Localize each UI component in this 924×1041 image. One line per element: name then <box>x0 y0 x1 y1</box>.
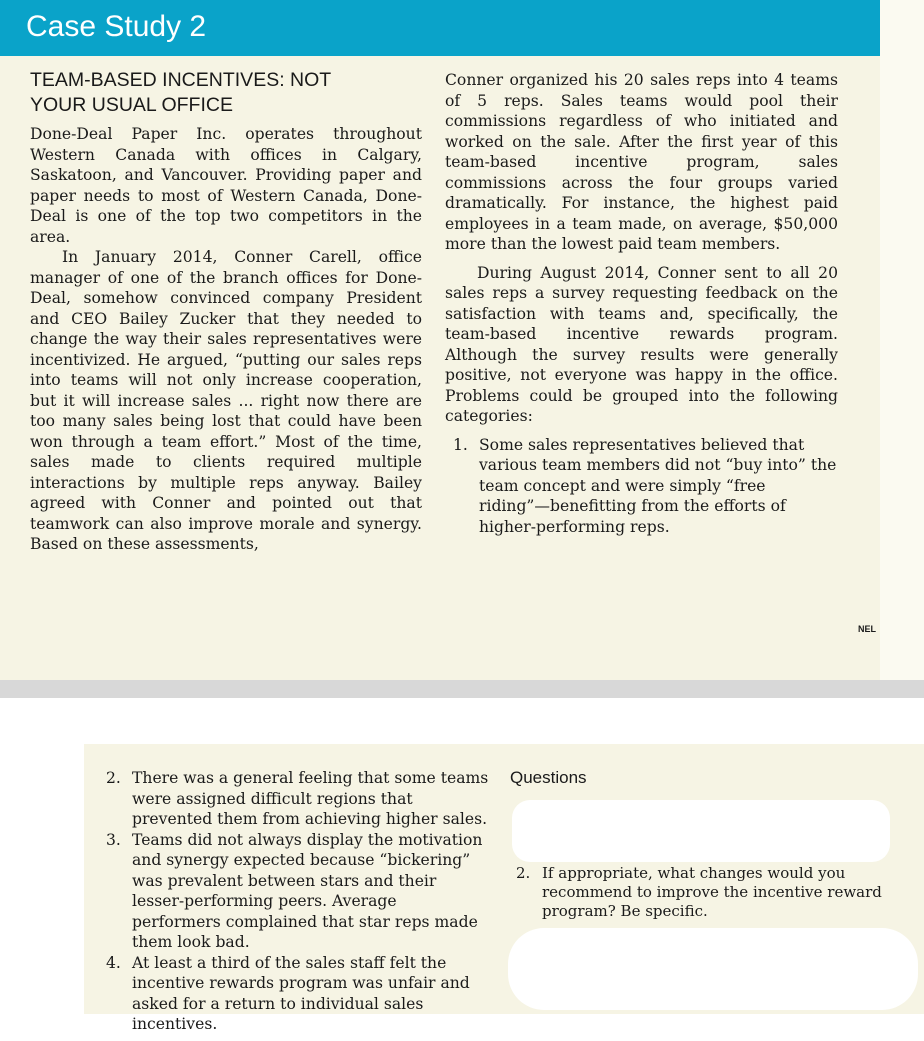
page-margin <box>880 0 924 680</box>
banner-title: Case Study 2 <box>26 10 207 43</box>
problem-list-continued <box>106 768 490 1035</box>
list-item: 4. At least a third of the sales staff felt the incentive rewards program was unfair and asked for a return to individual sales incentives. <box>106 953 470 1033</box>
list-item: 2. If appropriate, what changes would you recommend to improve the incentive reward program? Be specific. <box>516 864 882 920</box>
paragraph-argument: In January 2014, Conner Carell, office manager of one of the branch offices for Done-Deal, somehow convinced company President and CEO Bailey Zucker that they needed to change the way their sales representatives were incentivized. He argued, “putting our sales reps into teams will not only increase cooperation, but it will increase sales ... right now there are too many sales being lost that could have been won through a team effort.” Most of the time, sales made to clients required multiple interactions by multiple reps anyway. Bailey agreed with Conner and pointed out that teamwork can also improve morale and synergy. Based on these assessments, <box>30 248 422 553</box>
case-study-banner <box>0 0 880 56</box>
page-divider <box>0 680 924 698</box>
question-two <box>516 864 890 921</box>
paragraph-intro: Done-Deal Paper Inc. operates throughout Western Canada with offices in Calgary, Saskatoon, and Vancouver. Providing paper and paper needs to most of Western Canada, Done-Deal is one of the top two competitors in the area. <box>30 125 422 246</box>
redaction-mark <box>508 928 918 1010</box>
case-heading: TEAM-BASED INCENTIVES: NOT YOUR USUAL OFFICE <box>30 69 332 116</box>
right-column <box>445 70 838 537</box>
redaction-mark <box>512 800 890 862</box>
list-item: 2. There was a general feeling that some teams were assigned difficult regions that prevented them from achieving higher sales. <box>106 769 489 828</box>
paragraph-survey: During August 2014, Conner sent to all 20 sales reps a survey requesting feedback on the satisfaction with teams and, specifically, the team-based incentive rewards program. Although the survey results were generally positive, not everyone was happy in the office. Problems could be grouped into the following categories: <box>445 263 838 425</box>
list-item: 1. Some sales representatives believed that various team members did not “buy into” the team concept and were simply “free riding”—benefitting from the efforts of higher-performing reps. <box>453 435 837 536</box>
paragraph-teams: Conner organized his 20 sales reps into 4 teams of 5 reps. Sales teams would pool their commissions regardless of who initiated and worked on the sale. After the first year of this team-based incentive program, sales commissions across the four groups varied dramatically. For instance, the highest paid employees in a team made, on average, $50,000 more than the lowest paid team members. <box>445 71 838 253</box>
left-column <box>30 68 422 555</box>
publisher-mark: NEL <box>858 624 876 634</box>
questions-heading: Questions <box>510 768 587 787</box>
list-item: 3. Teams did not always display the motivation and synergy expected because “bickering” was prevalent between stars and their lesser-performing peers. Average performers complained that star reps made them look bad. <box>106 830 483 951</box>
problem-list <box>453 435 838 538</box>
